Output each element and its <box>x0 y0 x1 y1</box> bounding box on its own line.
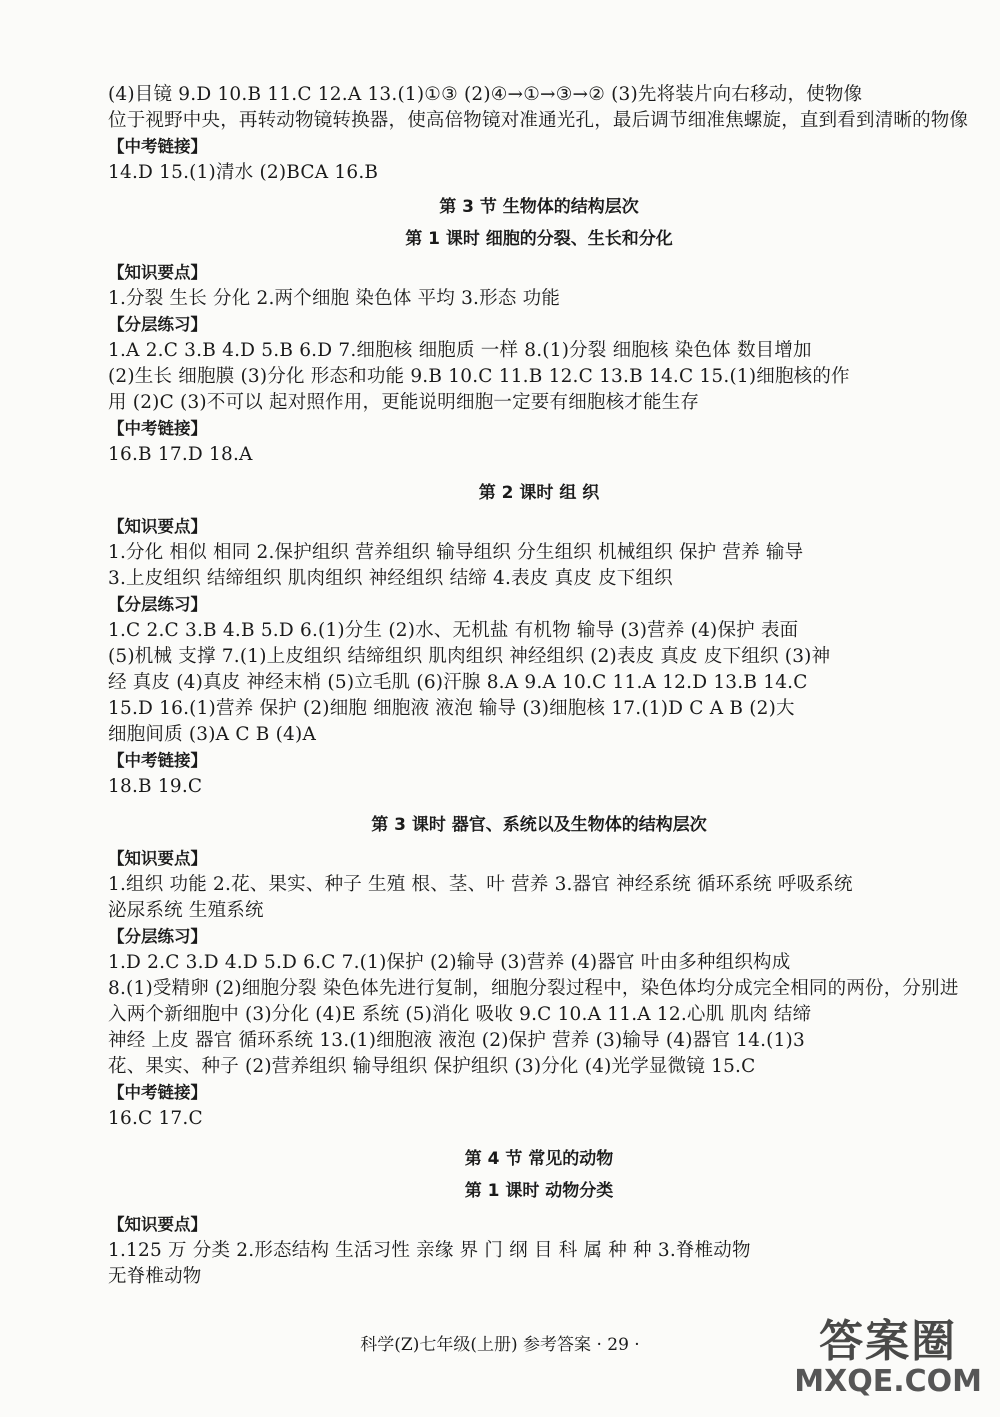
knowledge-points-line: 3.上皮组织 结缔组织 肌肉组织 神经组织 结缔 4.表皮 真皮 皮下组织 <box>108 568 673 589</box>
section-title: 第 3 节 生物体的结构层次 <box>439 197 639 217</box>
knowledge-points-line: 泌尿系统 生殖系统 <box>108 900 264 921</box>
practice-label: 【分层练习】 <box>108 927 207 946</box>
practice-line: 1.C 2.C 3.B 4.B 5.D 6.(1)分生 (2)水、无机盐 有机物 输导 (3)营养 (4)保护 表面 <box>108 620 799 641</box>
lesson-title: 第 1 课时 细胞的分裂、生长和分化 <box>405 229 673 249</box>
top-answer-line-2: 位于视野中央，再转动物镜转换器，使高倍物镜对准通光孔，最后调节细准焦螺旋，直到看到清晰的物像 <box>108 110 969 131</box>
knowledge-points-label: 【知识要点】 <box>108 1215 207 1234</box>
exam-link-answers: 16.B 17.D 18.A <box>108 444 253 465</box>
practice-line: 入两个新细胞中 (3)分化 (4)E 系统 (5)消化 吸收 9.C 10.A 11.A 12.心肌 肌肉 结缔 <box>108 1004 812 1025</box>
knowledge-points-line: 1.分裂 生长 分化 2.两个细胞 染色体 平均 3.形态 功能 <box>108 288 561 309</box>
exam-link-answers: 14.D 15.(1)清水 (2)BCA 16.B <box>108 162 379 183</box>
lesson-title: 第 1 课时 动物分类 <box>464 1181 614 1201</box>
knowledge-points-label: 【知识要点】 <box>108 263 207 282</box>
page-footer: 科学(Z)七年级(上册) 参考答案 · 29 · <box>360 1335 640 1355</box>
lesson-title: 第 2 课时 组 织 <box>478 483 600 503</box>
exam-link-answers: 18.B 19.C <box>108 776 203 797</box>
practice-label: 【分层练习】 <box>108 595 207 614</box>
knowledge-points-label: 【知识要点】 <box>108 849 207 868</box>
watermark <box>794 1318 982 1398</box>
page-content <box>108 82 970 1290</box>
knowledge-points-line: 1.分化 相似 相同 2.保护组织 营养组织 输导组织 分生组织 机械组织 保护 营养 输导 <box>108 542 804 563</box>
exam-link-label: 【中考链接】 <box>108 137 207 156</box>
practice-line: (5)机械 支撑 7.(1)上皮组织 结缔组织 肌肉组织 神经组织 (2)表皮 真皮 皮下组织 (3)神 <box>108 646 831 667</box>
practice-line: 8.(1)受精卵 (2)细胞分裂 染色体先进行复制，细胞分裂过程中，染色体均分成完全相同的两份，分别进 <box>108 978 959 999</box>
watermark-site: MXQE.COM <box>794 1364 982 1399</box>
practice-label: 【分层练习】 <box>108 315 207 334</box>
knowledge-points-line: 1.125 万 分类 2.形态结构 生活习性 亲缘 界 门 纲 目 科 属 种 种 3.脊椎动物 <box>108 1240 751 1261</box>
section-title: 第 4 节 常见的动物 <box>464 1149 614 1169</box>
watermark-logo: 答案圈 <box>819 1316 958 1367</box>
exam-link-label: 【中考链接】 <box>108 751 207 770</box>
practice-line: 1.D 2.C 3.D 4.D 5.D 6.C 7.(1)保护 (2)输导 (3)营养 (4)器官 叶由多种组织构成 <box>108 952 791 973</box>
lesson-title: 第 3 课时 器官、系统以及生物体的结构层次 <box>371 815 707 835</box>
top-answer-line-1: (4)目镜 9.D 10.B 11.C 12.A 13.(1)①③ (2)④→①→③→② (3)先将装片向右移动，使物像 <box>108 84 863 105</box>
practice-line: 15.D 16.(1)营养 保护 (2)细胞 细胞液 液泡 输导 (3)细胞核 17.(1)D C A B (2)大 <box>108 698 795 719</box>
knowledge-points-label: 【知识要点】 <box>108 517 207 536</box>
practice-line: 1.A 2.C 3.B 4.D 5.B 6.D 7.细胞核 细胞质 一样 8.(1)分裂 细胞核 染色体 数目增加 <box>108 340 812 361</box>
exam-link-answers: 16.C 17.C <box>108 1108 203 1129</box>
exam-link-label: 【中考链接】 <box>108 1083 207 1102</box>
knowledge-points-line: 无脊椎动物 <box>108 1266 202 1287</box>
knowledge-points-line: 1.组织 功能 2.花、果实、种子 生殖 根、茎、叶 营养 3.器官 神经系统 循环系统 呼吸系统 <box>108 874 853 895</box>
practice-line: 用 (2)C (3)不可以 起对照作用，更能说明细胞一定要有细胞核才能生存 <box>108 392 700 413</box>
practice-line: 神经 上皮 器官 循环系统 13.(1)细胞液 液泡 (2)保护 营养 (3)输导 (4)器官 14.(1)3 <box>108 1030 805 1051</box>
practice-line: 经 真皮 (4)真皮 神经末梢 (5)立毛肌 (6)汗腺 8.A 9.A 10.C 11.A 12.D 13.B 14.C <box>108 672 808 693</box>
practice-line: (2)生长 细胞膜 (3)分化 形态和功能 9.B 10.C 11.B 12.C 13.B 14.C 15.(1)细胞核的作 <box>108 366 850 387</box>
exam-link-label: 【中考链接】 <box>108 419 207 438</box>
practice-line: 花、果实、种子 (2)营养组织 输导组织 保护组织 (3)分化 (4)光学显微镜 15.C <box>108 1056 756 1077</box>
practice-line: 细胞间质 (3)A C B (4)A <box>108 724 317 745</box>
